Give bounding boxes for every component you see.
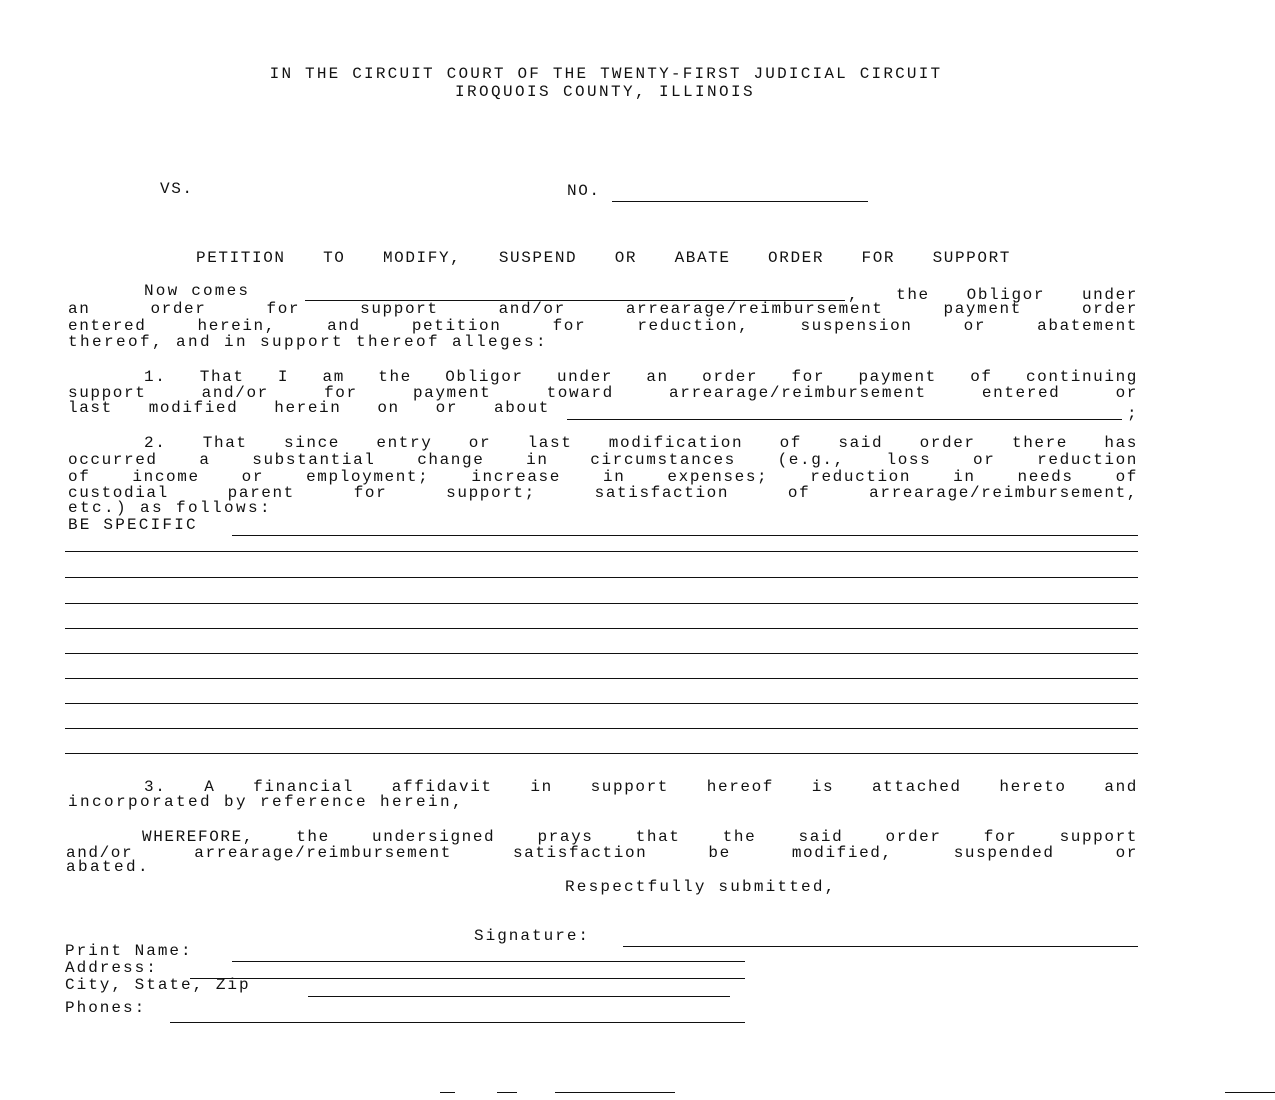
print-name-field[interactable] (232, 961, 745, 962)
para2-line: custodial parent for support; satisfaction of arrearage/reimbursement, (68, 485, 1138, 502)
para1-line: last modified herein on or about (68, 400, 550, 417)
print-name-label: Print Name: (65, 942, 193, 960)
detail-line[interactable] (65, 653, 1138, 654)
intro-line: an order for support and/or arrearage/reimbursement payment order (68, 301, 1138, 318)
detail-line[interactable] (65, 603, 1138, 604)
phones-field[interactable] (170, 1022, 745, 1023)
be-specific-label: BE SPECIFIC (68, 516, 198, 534)
vs-label: VS. (160, 180, 194, 198)
case-number-field[interactable] (612, 201, 868, 202)
detail-line[interactable] (65, 678, 1138, 679)
para1-line: support and/or for payment toward arrearage/reimbursement entered or (68, 385, 1138, 402)
para1-end: ; (1127, 405, 1139, 423)
scan-artifact (497, 1092, 517, 1093)
detail-line[interactable] (65, 628, 1138, 629)
para3-line: incorporated by reference herein, (68, 793, 465, 811)
now-comes-label: Now comes (144, 282, 251, 300)
phones-label: Phones: (65, 999, 147, 1017)
scan-artifact (440, 1092, 455, 1093)
wherefore-line: and/or arrearage/reimbursement satisfaction be modified, suspended or (66, 845, 1138, 862)
detail-line[interactable] (65, 753, 1138, 754)
signature-field[interactable] (623, 946, 1138, 947)
para2-line: 2. That since entry or last modification of said order there has (144, 435, 1138, 452)
detail-line[interactable] (65, 551, 1138, 552)
intro-continuation: , the Obligor under (848, 287, 1138, 304)
order-date-field[interactable] (567, 419, 1122, 420)
city-state-zip-label: City, State, Zip (65, 976, 251, 994)
detail-line[interactable] (65, 728, 1138, 729)
wherefore-line: abated. (66, 858, 151, 876)
para2-line: occurred a substantial change in circumstances (e.g., loss or reduction (68, 452, 1138, 469)
para1-line: 1. That I am the Obligor under an order for payment of continuing (144, 369, 1138, 386)
case-number-label: NO. (567, 182, 601, 200)
wherefore-line: WHEREFORE, the undersigned prays that the said order for support (142, 829, 1138, 846)
county-name: IROQUOIS COUNTY, ILLINOIS (454, 83, 756, 101)
detail-line[interactable] (65, 577, 1138, 578)
detail-line[interactable] (65, 703, 1138, 704)
intro-line: entered herein, and petition for reduction, suspension or abatement (68, 318, 1138, 335)
para3-line: 3. A financial affidavit in support hereof is attached hereto and (144, 779, 1138, 796)
para2-line: of income or employment; increase in expenses; reduction in needs of (68, 469, 1138, 486)
signature-label: Signature: (474, 927, 591, 945)
address-label: Address: (65, 959, 158, 977)
court-name: IN THE CIRCUIT COURT OF THE TWENTY-FIRST JUDICIAL CIRCUIT (269, 65, 943, 83)
city-state-zip-field[interactable] (308, 996, 730, 997)
intro-line: thereof, and in support thereof alleges: (68, 333, 549, 351)
detail-line[interactable] (232, 535, 1138, 536)
closing: Respectfully submitted, (565, 878, 837, 896)
document-title: PETITION TO MODIFY, SUSPEND OR ABATE ORDER FOR SUPPORT (196, 250, 1011, 267)
scan-artifact (1225, 1092, 1275, 1093)
scan-artifact (555, 1092, 675, 1093)
para2-line: etc.) as follows: (68, 499, 273, 517)
address-field[interactable] (190, 978, 745, 979)
